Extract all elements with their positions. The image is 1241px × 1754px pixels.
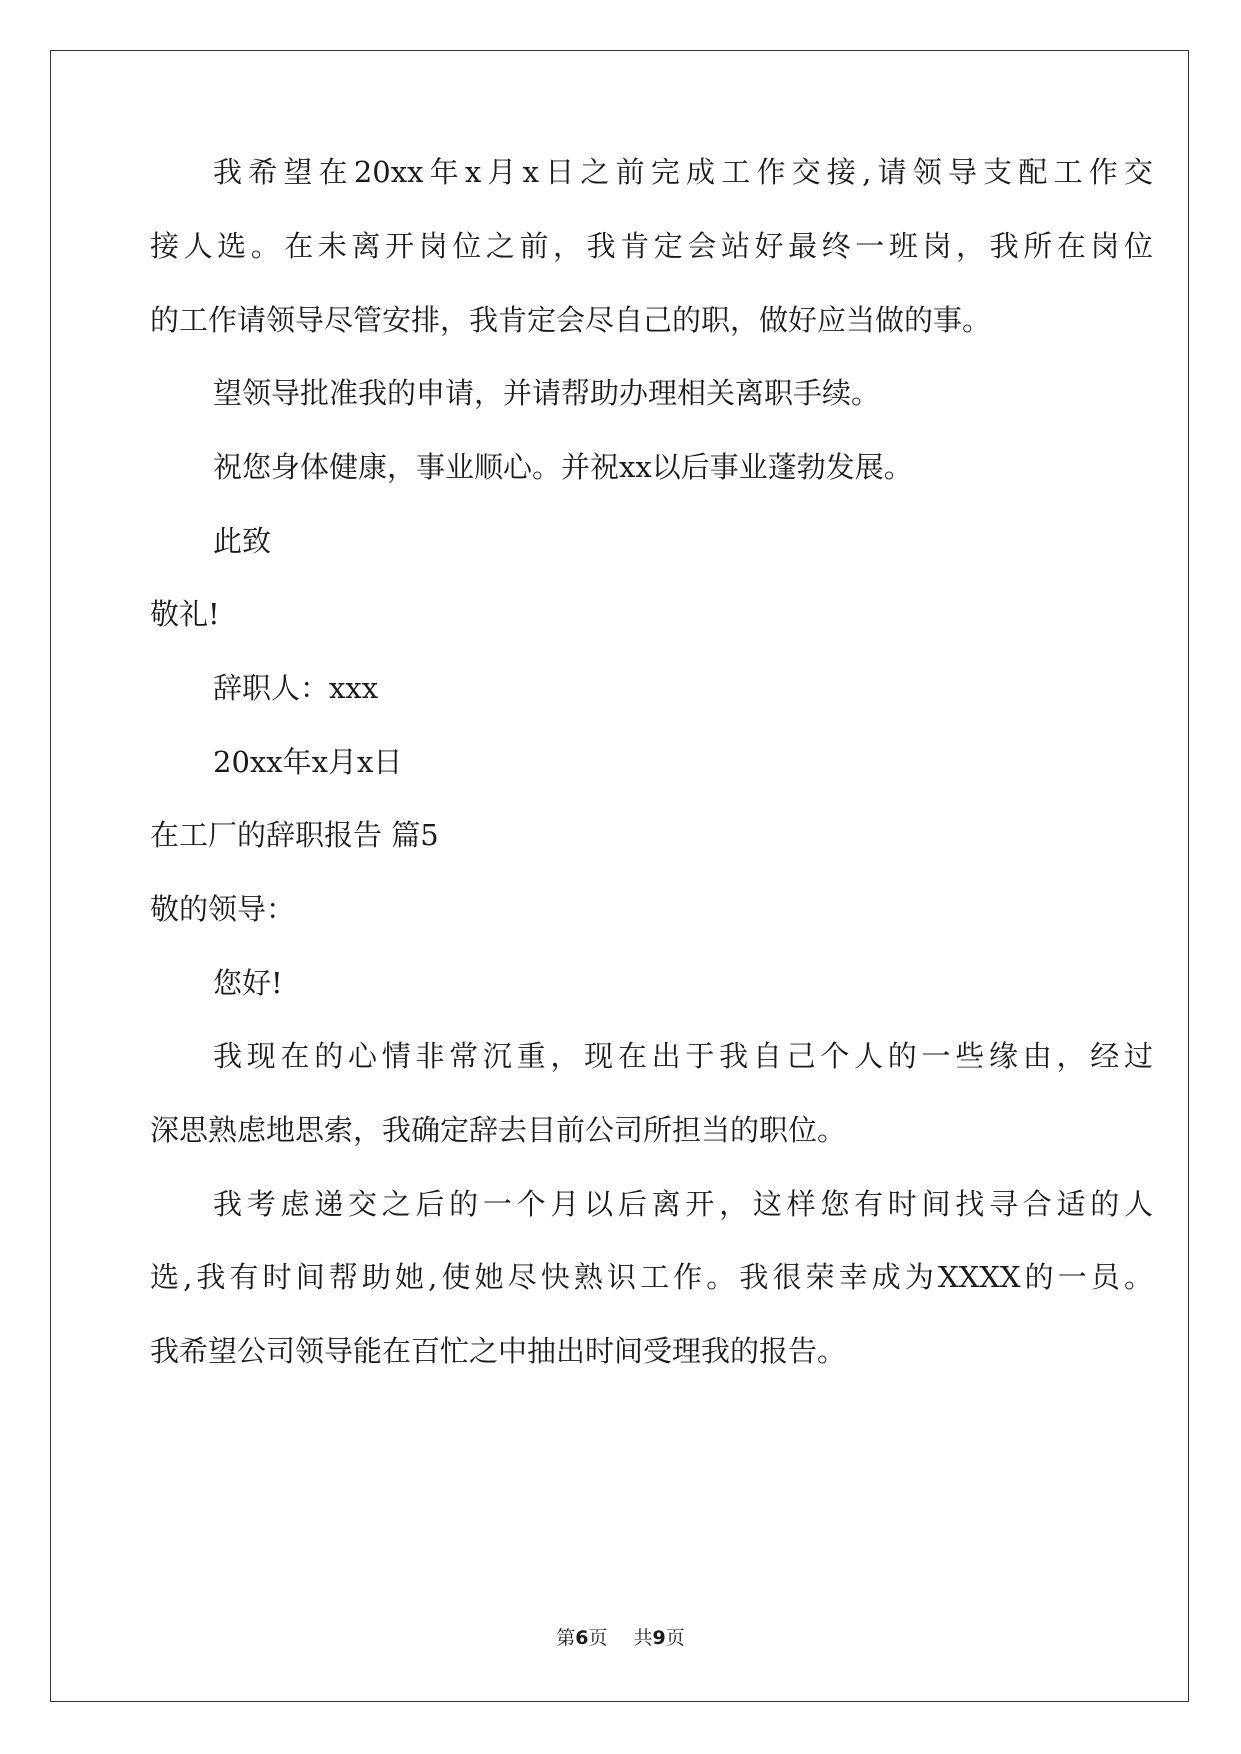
total-label-suffix: 页 [665,1627,685,1649]
paragraph-line: 深思熟虑地思索，我确定辞去目前公司所担当的职位。 [150,1113,847,1147]
page-border [50,50,1189,1702]
current-page-number: 6 [575,1627,589,1649]
section-title: 在工厂的辞职报告 篇5 [150,818,439,852]
salutation-close: 敬礼! [150,597,220,631]
paragraph-line: 的工作请领导尽管安排，我肯定会尽自己的职，做好应当做的事。 [150,303,992,337]
page-label-mid: 页 [588,1627,614,1649]
total-page-number: 9 [652,1627,666,1649]
date-line: 20xx年x月x日 [213,745,403,779]
paragraph-line: 我考虑递交之后的一个月以后离开，这样您有时间找寻合适的人 [213,1187,1153,1221]
page-footer [0,1626,1241,1650]
paragraph-line: 我希望公司领导能在百忙之中抽出时间受理我的报告。 [150,1334,847,1368]
paragraph-line: 接人选。在未离开岗位之前，我肯定会站好最终一班岗，我所在岗位 [150,229,1153,263]
paragraph-line: 祝您身体健康，事业顺心。并祝xx以后事业蓬勃发展。 [213,450,913,484]
paragraph-line: 选,我有时间帮助她,使她尽快熟识工作。我很荣幸成为XXXX的一员。 [150,1260,1153,1294]
paragraph-line: 我现在的心情非常沉重，现在出于我自己个人的一些缘由，经过 [213,1039,1153,1073]
page-label-prefix: 第 [556,1627,576,1649]
closing-phrase: 此致 [213,524,272,558]
paragraph-line: 望领导批准我的申请，并请帮助办理相关离职手续。 [213,376,881,410]
signature-line: 辞职人：xxx [213,671,379,705]
total-label-prefix: 共 [633,1627,653,1649]
paragraph-line: 我希望在20xx年x月x日之前完成工作交接,请领导支配工作交 [213,155,1153,189]
greeting-line: 敬的领导： [150,892,296,926]
greeting-hello: 您好! [213,966,283,1000]
